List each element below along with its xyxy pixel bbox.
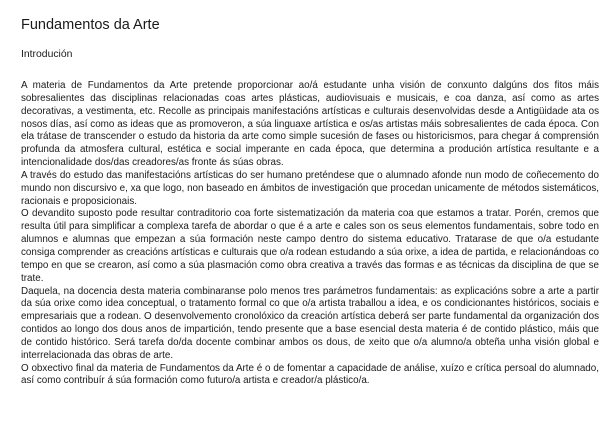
- document-title: Fundamentos da Arte: [21, 17, 160, 33]
- paragraph-2: A través do estudo das manifestacións artísticas do ser humano preténdese que o alumnado afonde nun modo de coñecemento do mundo non discursivo e, xa que logo, non baseado en ámbitos de investigación que procedan unicamente de métodos sistemáticos, racionais e proposicionais.: [21, 169, 599, 207]
- document-page: [19, 16, 599, 388]
- spacer: [19, 71, 599, 80]
- paragraph-5: O obxectivo final da materia de Fundamentos da Arte é o de fomentar a capacidade de análise, xuízo e crítica persoal do alumnado, así como contribuír á súa formación como futuro/a artista e creador/a plástico/a.: [21, 362, 599, 387]
- paragraph-3: O devandito suposto pode resultar contraditorio coa forte sistematización da materia coa que estamos a tratar. Porén, cremos que resulta útil para simplificar a complexa tarefa de abordar o que é a arte e cales son os seus elementos fundamentais, sobre todo en alumnos e alumnas que empezan a súa formación neste campo dentro do sistema educativo. Tratarase de que o/a estudante consiga comprender as creacións artísticas e culturais que o/a rodean estudando a súa orixe, a idea de partida, e relacionándoas co tempo en que se crearon, así como a súa plasmación como obra creativa a través das formas e as técnicas da disciplina de que se trate.: [21, 208, 599, 284]
- section-heading-introduction: Introdución: [21, 49, 73, 60]
- paragraph-1: A materia de Fundamentos da Arte pretende proporcionar ao/á estudante unha visión de conxunto dalgúns dos fitos máis sobresalientes das disciplinas relacionadas coas artes plásticas, audiovisuais e musicais, e coa danza, así como as artes decorativas, a vestimenta, etc. Recolle as principais manifestacións artísticas e culturais desenvolvidas desde a Antigüidade ata os nosos días, así como as ideas que as promoveron, a súa linguaxe artística e os/as artistas máis sobresalientes de cada época. Con ela trátase de transcender o estudo da historia da arte como simple sucesión de fases ou historicismos, para chegar á comprensión profunda da atmosfera cultural, estética e social imperante en cada época, que determina a produción artística resultante e a intencionalidade dos/das creadores/as fronte ás súas obras.: [21, 80, 599, 169]
- paragraph-4: Daquela, na docencia desta materia combinaranse polo menos tres parámetros fundamentais: as explicacións sobre a arte a partir da súa orixe como idea conceptual, o tratamento formal co que o/a artista traballou a idea, e os condicionantes históricos, sociais e empresariais que a rodean. O desenvolvemento cronolóxico da creación artística deberá ser parte fundamental da organización dos contidos ao longo dos dous anos de impartición, tendo presente que a base esencial desta materia é de contido plástico, máis que de contido histórico. Será tarefa do/da docente combinar ambos os dous, de xeito que o/a alumno/a obteña unha visión global e interrelacionada das obras de arte.: [21, 285, 599, 361]
